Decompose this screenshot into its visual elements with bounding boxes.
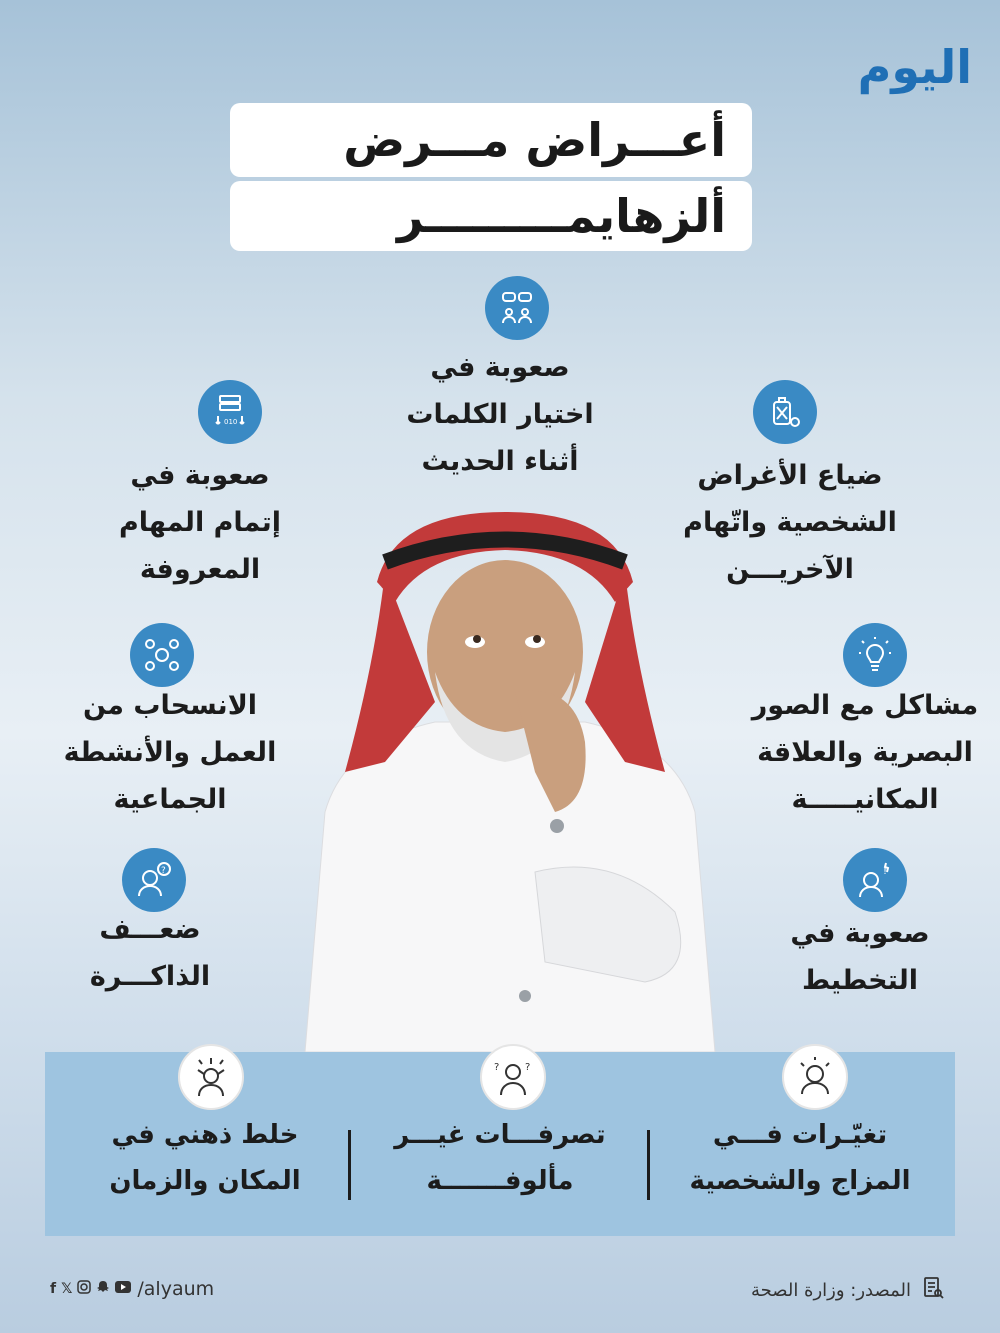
footer-social xyxy=(50,1278,214,1300)
x-icon[interactable]: 𝕏 xyxy=(61,1281,73,1297)
instagram-icon[interactable] xyxy=(77,1280,91,1298)
planning-alert-icon xyxy=(843,848,907,912)
svg-text:?: ? xyxy=(494,1062,500,1073)
symptom-misplacing-items: ضياع الأغراض الشخصية واتّهام الآخريـــن xyxy=(683,460,897,585)
social-handle[interactable]: /alyaum xyxy=(137,1278,215,1300)
document-icon xyxy=(921,1276,945,1305)
svg-text:010: 010 xyxy=(224,418,238,426)
symptom-disorientation: خلط ذهني في المكان والزمان xyxy=(109,1120,301,1196)
mood-change-icon xyxy=(782,1044,848,1110)
brain-lightbulb-icon xyxy=(843,623,907,687)
conversation-icon xyxy=(485,276,549,340)
brand-logo: اليوم xyxy=(857,40,972,94)
lost-luggage-icon xyxy=(753,380,817,444)
youtube-icon[interactable] xyxy=(115,1281,131,1297)
footer-source xyxy=(751,1276,945,1305)
symptom-memory-loss: ضعـــف الذاكـــرة xyxy=(89,914,211,992)
symptom-word-choice: صعوبة في اختيار الكلمات أثناء الحديث xyxy=(406,352,594,477)
svg-text:?: ? xyxy=(525,1062,531,1073)
divider xyxy=(348,1130,351,1200)
unusual-behavior-icon xyxy=(480,1044,546,1110)
svg-text:?: ? xyxy=(161,866,166,876)
withdrawal-icon xyxy=(130,623,194,687)
source-text: المصدر: وزارة الصحة xyxy=(750,1280,911,1301)
memory-question-icon xyxy=(122,848,186,912)
symptom-withdrawal: الانسحاب من العمل والأنشطة الجماعية xyxy=(63,690,277,815)
symptom-unusual-behavior: تصرفـــات غيـــر مألوفـــــــة xyxy=(394,1120,606,1196)
snapchat-icon[interactable] xyxy=(96,1280,110,1298)
task-server-icon xyxy=(198,380,262,444)
symptom-visual-spatial: مشاكل مع الصور البصرية والعلاقة المكانيـــــة xyxy=(751,690,979,815)
divider xyxy=(647,1130,650,1200)
title-line-1: أعـــراض مـــرض xyxy=(230,103,752,177)
confusion-icon xyxy=(178,1044,244,1110)
facebook-icon[interactable]: f xyxy=(50,1281,57,1297)
symptom-mood-changes: تغيّـرات فـــي المزاج والشخصية xyxy=(689,1120,911,1196)
title-line-2: ألزهايمـــــــــر xyxy=(230,181,752,251)
symptom-familiar-tasks: صعوبة في إتمام المهام المعروفة xyxy=(118,460,282,585)
svg-text:!: ! xyxy=(883,866,888,877)
symptom-planning: صعوبة في التخطيط xyxy=(790,918,930,996)
thinking-man-illustration xyxy=(285,512,735,1052)
